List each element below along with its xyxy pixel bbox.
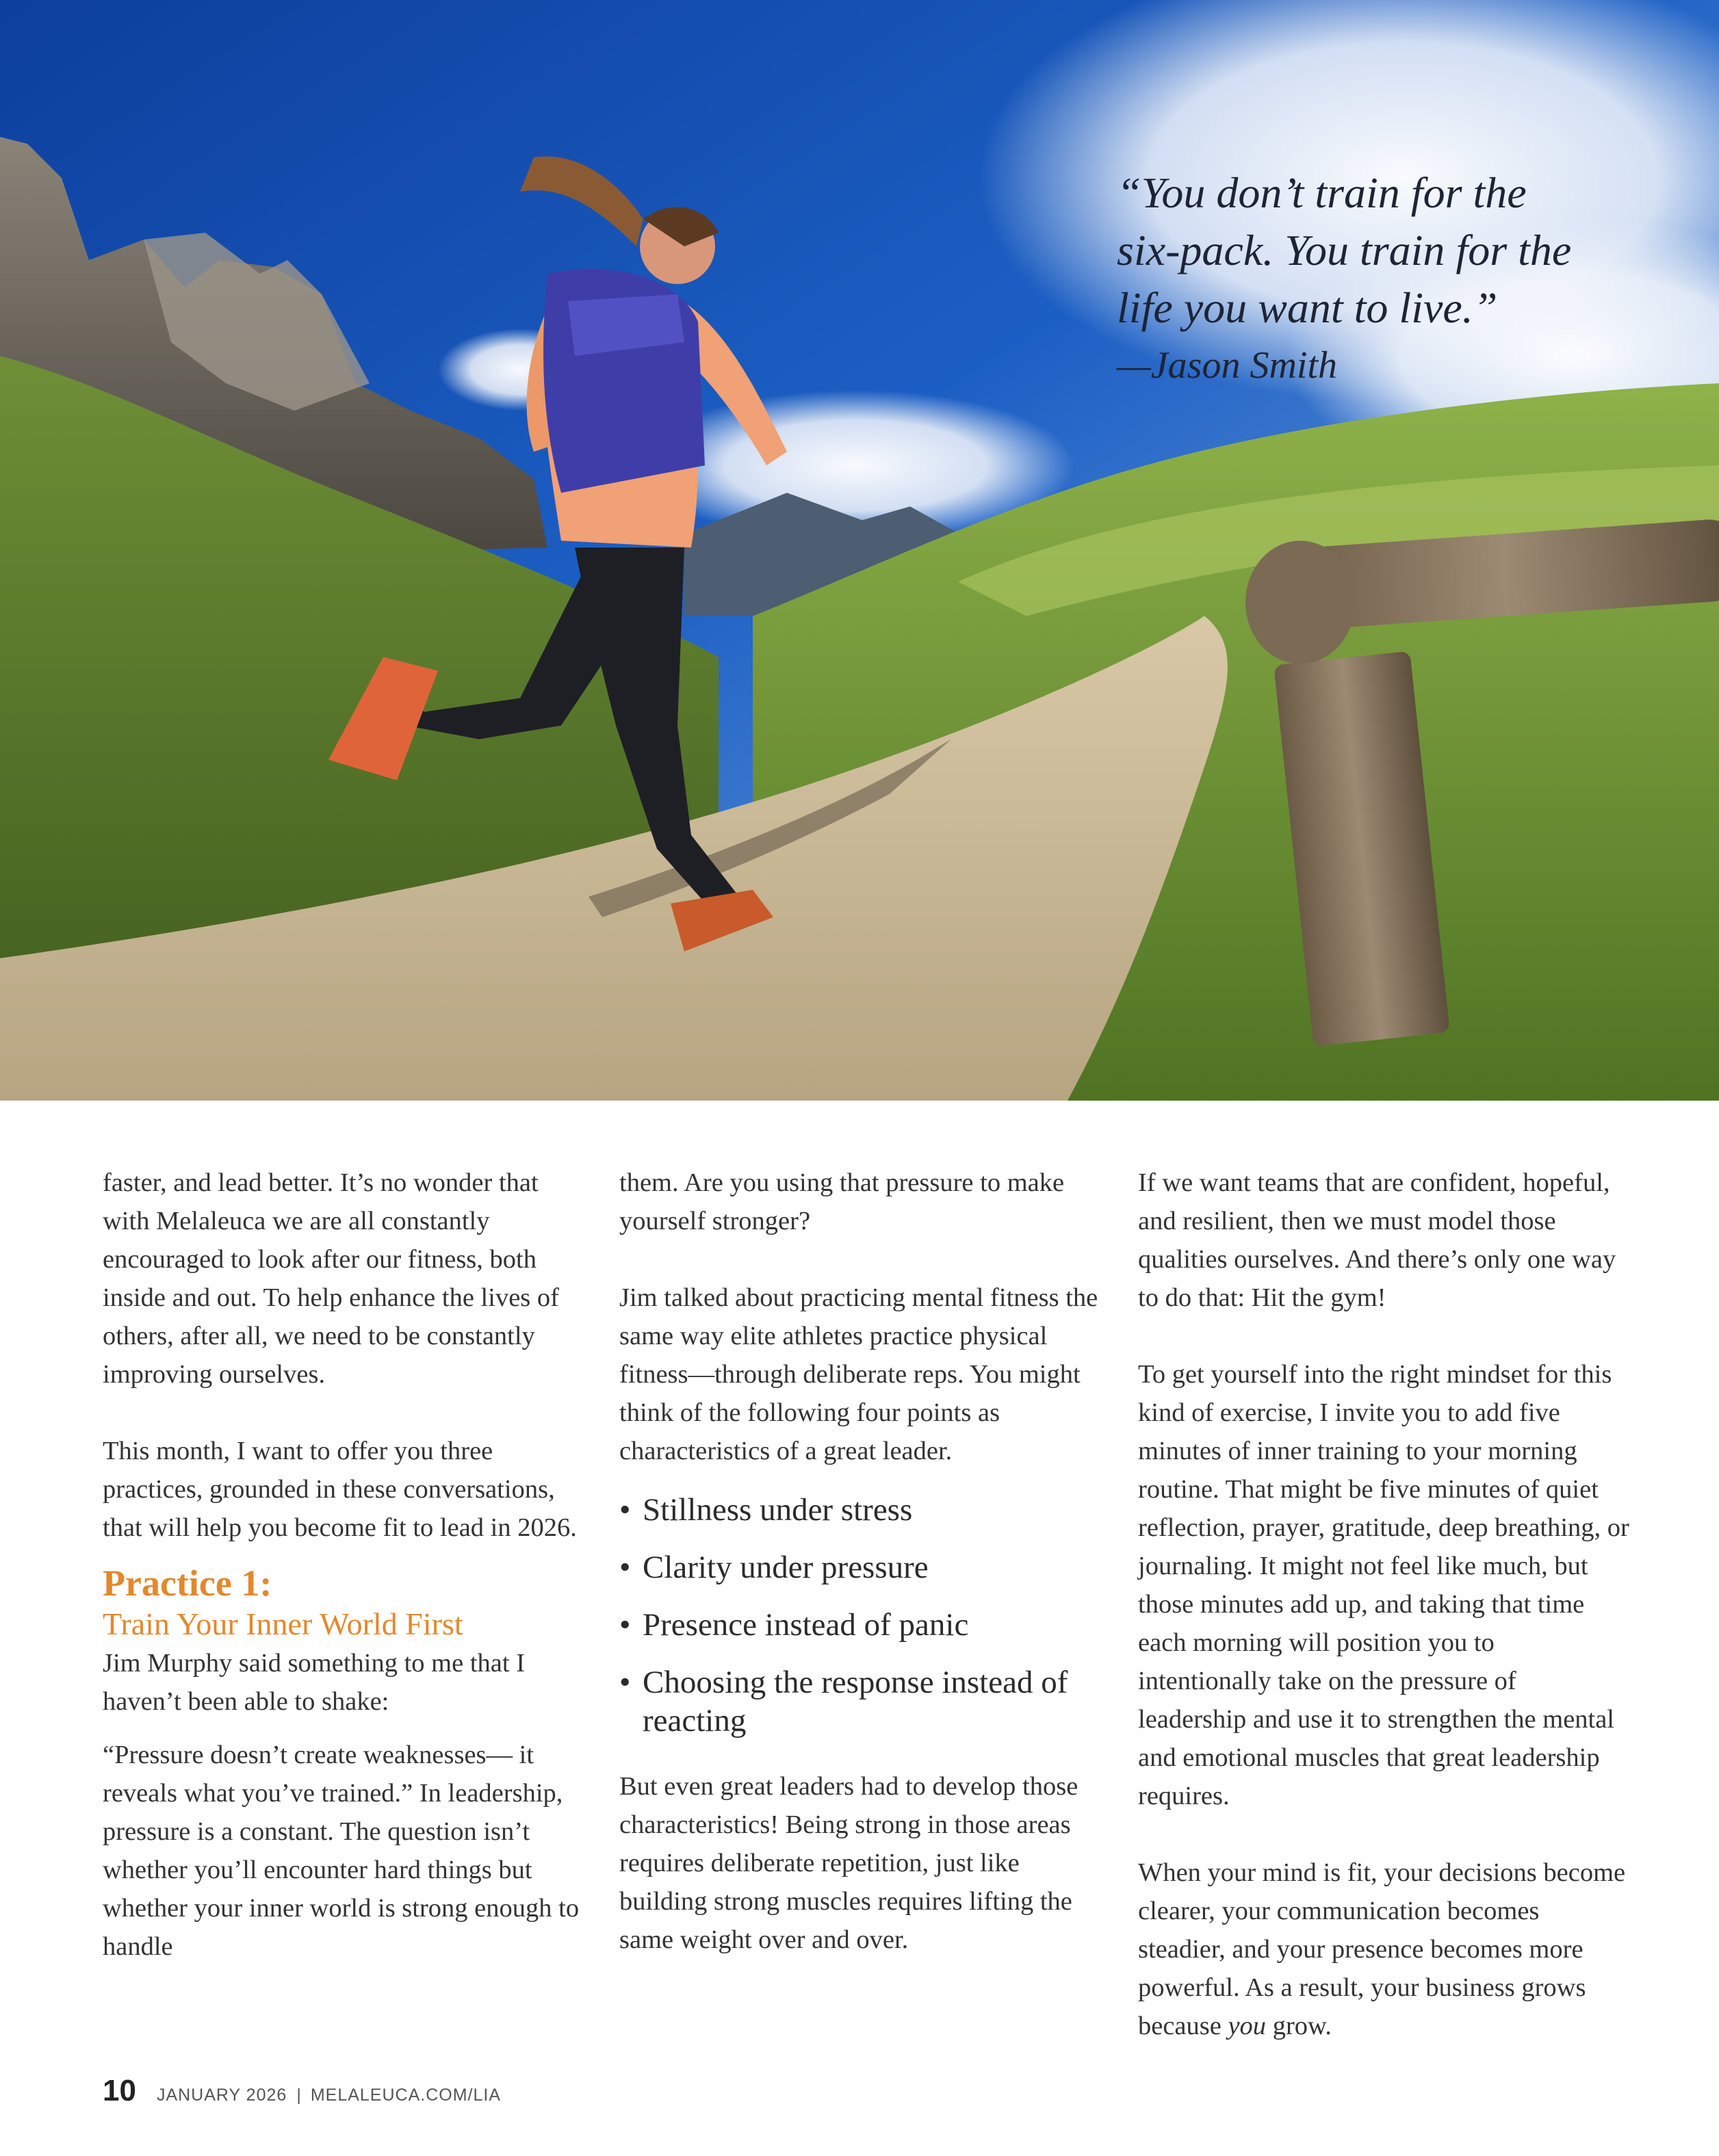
bullet-icon: • (619, 1550, 631, 1585)
pull-quote-line: six-pack. You train for the (1117, 226, 1572, 274)
practice-heading: Practice 1: (103, 1563, 272, 1604)
page-footer (103, 2074, 501, 2108)
quote-attribution: —Jason Smith (1117, 344, 1337, 387)
footer-separator: | (296, 2086, 301, 2105)
bullet-icon: • (619, 1665, 631, 1700)
paragraph: Jim talked about practicing mental fitness the same way elite athletes practice physical fitness—through deliberate reps. You might think of the following four points as characteristics of a great leader. (619, 1283, 1098, 1465)
column-1 (103, 1164, 582, 1966)
paragraph: If we want teams that are confident, hopeful, and resilient, then we must model those qualities ourselves. And there’s only one way to do that: Hit the gym! (1138, 1168, 1616, 1312)
paragraph: But even great leaders had to develop those characteristics! Being strong in those areas requires deliberate repetition, just like building strong muscles requires lifting the same weight over and over. (619, 1772, 1078, 1954)
page-number: 10 (103, 2074, 136, 2107)
pull-quote-line: “You don’t train for the (1117, 168, 1527, 217)
paragraph: faster, and lead better. It’s no wonder that with Melaleuca we are all constantly encouraged to look after our fitness, both inside and out. To help enhance the lives of others, after all, we need to be constantly improving ourselves. (103, 1168, 559, 1389)
paragraph: This month, I want to offer you three practices, grounded in these conversations, that will help you become fit to lead in 2026. (103, 1437, 577, 1542)
bullet-list (619, 1491, 1112, 1740)
emphasis: you (1228, 2012, 1267, 2040)
bullet-icon: • (619, 1492, 631, 1528)
practice-subheading: Train Your Inner World First (103, 1606, 463, 1641)
bullet-item: • Stillness under stress (619, 1492, 913, 1528)
pull-quote (1117, 164, 1678, 337)
website-link[interactable]: MELALEUCA.COM/LIA (310, 2086, 501, 2105)
pull-quote-line: life you want to live.” (1117, 283, 1498, 332)
issue-date: JANUARY 2026 (156, 2086, 287, 2105)
bullet-item: • Clarity under pressure (619, 1550, 929, 1585)
paragraph: them. Are you using that pressure to make yourself stronger? (619, 1168, 1065, 1235)
paragraph: To get yourself into the right mindset for this kind of exercise, I invite you to add five minutes of inner training to your morning routine. That might be five minutes of quiet reflection, prayer, gratitude, deep breathing, or journaling. It might not feel like much, but those minutes add up, and taking that time each morning will position you to intentionally take on the pressure of leadership and use it to strengthen the mental and emotional muscles that great leadership requires. (1138, 1360, 1629, 1810)
paragraph: Jim Murphy said something to me that I haven’t been able to shake: (103, 1649, 526, 1716)
paragraph: When your mind is fit, your decisions become clearer, your communication becomes steadier, and your presence becomes more powerful. As a result, your business grows because you grow. (1138, 1858, 1626, 2040)
column-3 (1138, 1164, 1631, 2045)
bullet-item: • Presence instead of panic (619, 1607, 969, 1643)
bullet-item: • Choosing the response instead of reacting (619, 1665, 1068, 1738)
column-2 (619, 1164, 1112, 1959)
bullet-icon: • (619, 1607, 631, 1643)
paragraph: “Pressure doesn’t create weaknesses— it reveals what you’ve trained.” In leadership, pressure is a constant. The question isn’t whether you’ll encounter hard things but whether your inner world is strong enough to handle (103, 1741, 580, 1961)
